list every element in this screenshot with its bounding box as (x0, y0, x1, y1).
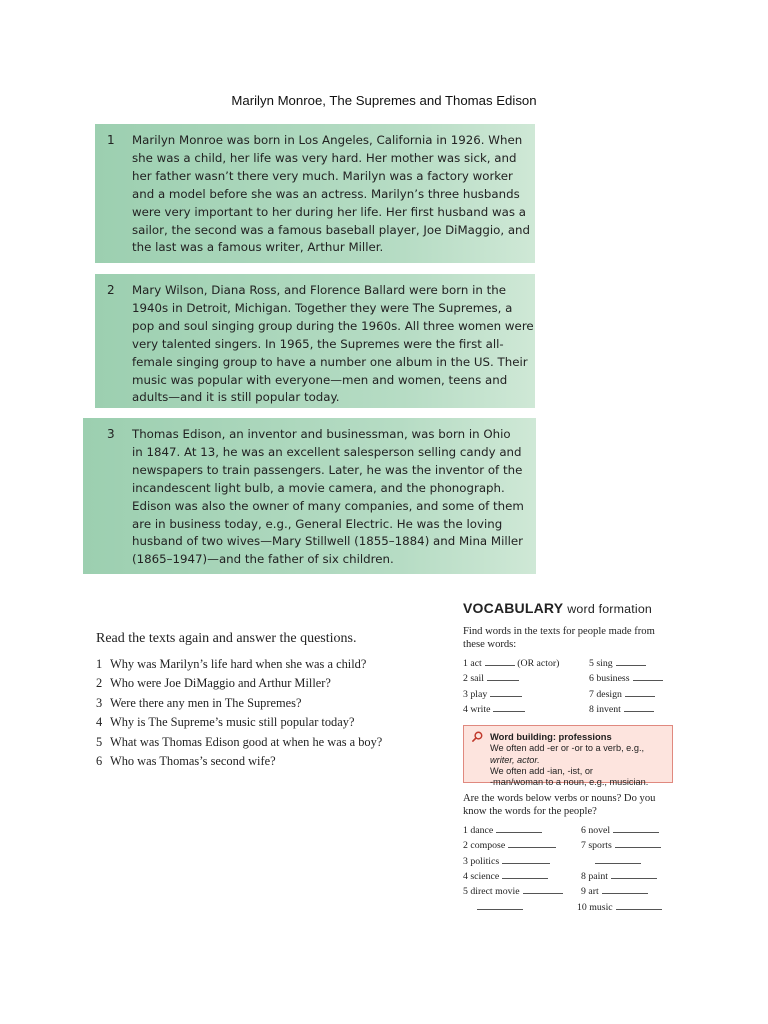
word-item (463, 869, 548, 882)
reading-line: Marilyn Monroe was born in Los Angeles, California in 1926. When (132, 133, 523, 147)
reading-line: 1940s in Detroit, Michigan. Together they were The Supremes, a (132, 300, 513, 315)
answer-blank[interactable] (502, 854, 550, 864)
tip-line: -man/woman to a noun, e.g., musician. (490, 777, 649, 788)
word-label: 1 dance (463, 825, 494, 837)
word-item (581, 823, 659, 836)
word-item (463, 656, 559, 669)
reading-number: 2 (107, 283, 115, 297)
answer-blank[interactable] (616, 656, 646, 666)
reading-line: the last was a famous writer, Arthur Miller. (132, 240, 384, 255)
reading-text (132, 426, 524, 569)
answer-blank[interactable] (625, 687, 655, 697)
word-label: 6 business (589, 673, 630, 685)
question-number: 4 (96, 715, 103, 730)
word-label: 1 act (463, 658, 482, 669)
word-item (589, 656, 646, 669)
vocabulary-section (463, 600, 677, 915)
reading-text (132, 282, 534, 407)
answer-blank[interactable] (477, 900, 523, 910)
list-item (96, 752, 382, 771)
answer-blank[interactable] (487, 671, 519, 681)
tip-example: writer, actor. (490, 754, 540, 765)
word-label: 3 play (463, 688, 488, 700)
word-formation-grid (463, 656, 677, 717)
vocabulary-title (463, 600, 677, 616)
word-item (463, 671, 519, 684)
magnifier-icon (472, 731, 483, 742)
answer-blank[interactable] (633, 671, 663, 681)
list-item (96, 733, 382, 752)
word-label: 2 compose (463, 840, 506, 852)
word-label: 6 novel (581, 825, 611, 837)
answer-blank[interactable] (595, 854, 641, 864)
word-label: 2 sail (463, 673, 484, 685)
word-item (581, 854, 641, 867)
word-item (463, 884, 563, 897)
answer-blank[interactable] (490, 687, 522, 697)
reading-line: Thomas Edison, an inventor and businessman, was born in Ohio (132, 427, 511, 441)
answer-blank[interactable] (496, 823, 542, 833)
tip-heading: Word building: professions (490, 731, 612, 743)
answer-blank[interactable] (485, 656, 515, 666)
word-label: 5 direct movie (463, 886, 520, 898)
reading-number: 3 (107, 427, 115, 441)
word-item (463, 838, 556, 851)
answer-blank[interactable] (493, 702, 525, 712)
question-text: What was Thomas Edison good at when he was a boy? (110, 734, 383, 749)
word-item (581, 884, 648, 897)
word-item (463, 823, 542, 836)
list-item (96, 674, 382, 693)
reading-line: incandescent light bulb, a movie camera, and the phonograph. (132, 480, 505, 495)
vocabulary-instruction: Find words in the texts for people made from these words: (463, 626, 655, 650)
page-title: Marilyn Monroe, The Supremes and Thomas Edison (231, 93, 537, 108)
word-building-tip (463, 725, 673, 788)
questions-list (96, 655, 382, 771)
list-item (96, 713, 382, 732)
answer-blank[interactable] (613, 823, 659, 833)
reading-line: newspapers to train passengers. Later, he was the inventor of the (132, 462, 523, 477)
word-item (577, 900, 662, 913)
word-label: 3 politics (463, 855, 500, 867)
reading-line: were very important to her during her life. Her first husband was a (132, 204, 526, 219)
word-label: 7 sports (581, 840, 612, 852)
tip-line: We often add -ian, -ist, or (490, 766, 593, 776)
question-text: Why was Marilyn’s life hard when she was a child? (110, 657, 367, 671)
vocabulary-instruction-2: Are the words below verbs or nouns? Do you know the words for the people? (463, 793, 656, 818)
word-item (589, 687, 655, 700)
reading-number: 1 (107, 133, 115, 147)
word-label: 5 sing (589, 658, 613, 669)
question-number: 2 (96, 676, 103, 691)
reading-line: she was a child, her life was very hard. Her mother was sick, and (132, 150, 517, 165)
word-label: 4 science (463, 871, 500, 883)
vocabulary-heading: VOCABULARY (463, 600, 564, 616)
reading-line: are in business today, e.g., General Electric. He was the loving (132, 516, 503, 531)
word-label: 10 music (577, 901, 613, 913)
reading-line: female singing group to have a number one album in the US. Their (132, 354, 528, 369)
word-label: 8 invent (589, 703, 621, 715)
word-item (463, 900, 523, 913)
reading-line: Mary Wilson, Diana Ross, and Florence Ballard were born in the (132, 283, 506, 297)
answer-blank[interactable] (523, 884, 563, 894)
reading-line: Edison was also the owner of many companies, and some of them (132, 498, 524, 513)
word-label: 7 design (589, 688, 622, 700)
word-label: 8 paint (581, 871, 608, 883)
reading-line: husband of two wives—Mary Stillwell (1855–1884) and Mina Miller (132, 534, 524, 549)
word-hint: (OR actor) (517, 658, 560, 669)
reading-line: (1865–1947)—and the father of six children. (132, 552, 394, 567)
answer-blank[interactable] (602, 884, 648, 894)
reading-line: very talented singers. In 1965, the Supremes were the first all- (132, 336, 504, 351)
answer-blank[interactable] (611, 869, 657, 879)
word-item (463, 854, 550, 867)
reading-2-panel (95, 274, 535, 408)
people-words-grid (463, 823, 677, 915)
vocabulary-subtitle: word formation (567, 602, 653, 616)
reading-line: pop and soul singing group during the 1960s. All three women were (132, 318, 534, 333)
word-label: 9 art (581, 886, 599, 898)
question-text: Who were Joe DiMaggio and Arthur Miller? (110, 676, 331, 691)
reading-text (132, 132, 531, 257)
word-item (581, 869, 657, 882)
reading-3-panel (83, 418, 536, 574)
questions-heading: Read the texts again and answer the questions. (96, 631, 357, 646)
answer-blank[interactable] (615, 838, 661, 848)
answer-blank[interactable] (616, 900, 662, 910)
question-text: Why is The Supreme’s music still popular today? (110, 715, 355, 730)
word-item (463, 687, 522, 700)
reading-line: music was popular with everyone—men and women, teens and (132, 372, 508, 387)
list-item (96, 655, 382, 674)
word-label: 4 write (463, 703, 491, 715)
word-item (589, 671, 663, 684)
reading-line: adults—and it is still popular today. (132, 390, 340, 405)
list-item (96, 694, 382, 713)
reading-line: her father wasn’t there very much. Marilyn was a factory worker (132, 168, 513, 183)
question-text: Who was Thomas’s second wife? (110, 754, 276, 769)
reading-1-panel (95, 124, 535, 263)
word-item (581, 838, 661, 851)
question-number: 6 (96, 754, 103, 769)
reading-line: sailor, the second was a famous baseball player, Joe DiMaggio, and (132, 222, 531, 237)
answer-blank[interactable] (624, 702, 654, 712)
tip-line (490, 755, 666, 766)
question-text: Were there any men in The Supremes? (110, 695, 302, 710)
reading-line: and a model before she was an actress. Marilyn’s three husbands (132, 186, 520, 201)
question-number: 1 (96, 657, 103, 671)
question-number: 5 (96, 734, 103, 749)
word-item (589, 702, 654, 715)
question-number: 3 (96, 695, 103, 710)
answer-blank[interactable] (508, 838, 556, 848)
reading-line: in 1847. At 13, he was an excellent salesperson selling candy and (132, 444, 522, 459)
word-item (463, 702, 525, 715)
tip-line: We often add -er or -or to a verb, e.g., (490, 743, 645, 754)
answer-blank[interactable] (502, 869, 548, 879)
